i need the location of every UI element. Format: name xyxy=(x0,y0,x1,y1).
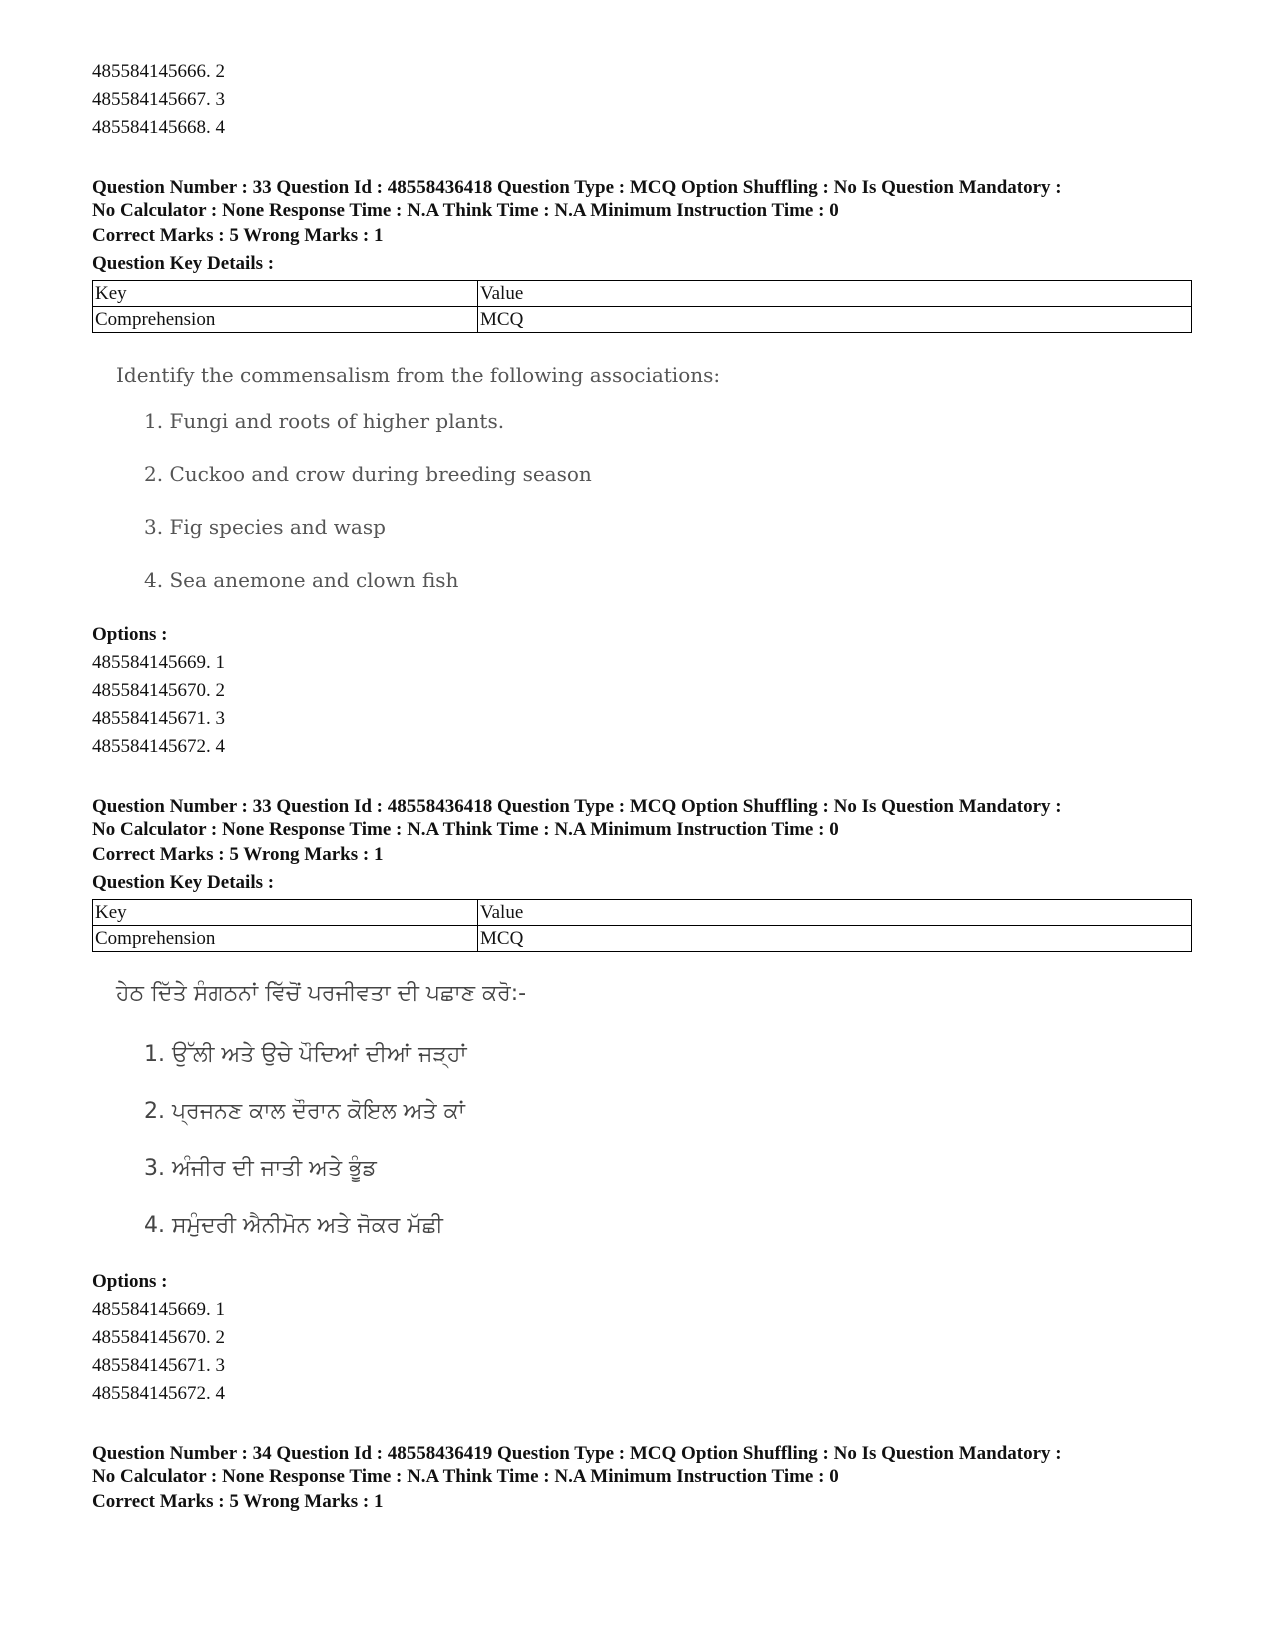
table-header-value: Value xyxy=(478,281,1192,307)
question-meta-line-1: Question Number : 33 Question Id : 48558436418 Question Type : MCQ Option Shuffling : No Is Question Mandatory : xyxy=(92,796,1062,817)
question-block-punjabi xyxy=(92,795,1192,1408)
table-cell-value: MCQ xyxy=(478,307,1192,333)
option-item: 485584145671. 3 xyxy=(92,708,225,729)
question-item: 3. Fig species and wasp xyxy=(144,515,386,539)
previous-options-list xyxy=(92,58,1192,142)
document-page xyxy=(92,58,1192,1516)
table-cell-value: MCQ xyxy=(478,926,1192,952)
table-header-key: Key xyxy=(93,900,478,926)
question-block-next xyxy=(92,1442,1192,1516)
question-item: 4. Sea anemone and clown fish xyxy=(144,568,459,592)
question-image xyxy=(116,974,1192,1254)
option-item: 485584145672. 4 xyxy=(92,1383,225,1404)
option-item: 485584145669. 1 xyxy=(92,1299,225,1320)
key-details-label: Question Key Details : xyxy=(92,253,275,274)
marks-line: Correct Marks : 5 Wrong Marks : 1 xyxy=(92,844,384,865)
option-item: 485584145669. 1 xyxy=(92,652,225,673)
question-meta-line-1: Question Number : 34 Question Id : 48558436419 Question Type : MCQ Option Shuffling : No Is Question Mandatory : xyxy=(92,1443,1062,1464)
question-item: 2. Cuckoo and crow during breeding season xyxy=(144,462,592,486)
options-label: Options : xyxy=(92,1271,168,1292)
option-item: 485584145671. 3 xyxy=(92,1355,225,1376)
question-item: 3. ਅੰਜੀਰ ਦੀ ਜਾਤੀ ਅਤੇ ਭੂੰਡ xyxy=(144,1156,377,1181)
option-item: 485584145670. 2 xyxy=(92,1327,225,1348)
question-meta-line-1: Question Number : 33 Question Id : 48558436418 Question Type : MCQ Option Shuffling : No Is Question Mandatory : xyxy=(92,177,1062,198)
table-header-value: Value xyxy=(478,900,1192,926)
question-meta-line-2: No Calculator : None Response Time : N.A Think Time : N.A Minimum Instruction Time : 0 xyxy=(92,1466,839,1487)
question-stem: Identify the commensalism from the following associations: xyxy=(116,363,721,387)
option-item: 485584145667. 3 xyxy=(92,89,225,110)
question-key-table xyxy=(92,899,1192,952)
marks-line: Correct Marks : 5 Wrong Marks : 1 xyxy=(92,225,384,246)
question-item: 4. ਸਮੁੰਦਰੀ ਐਨੀਮੋਨ ਅਤੇ ਜੋਕਰ ਮੱਛੀ xyxy=(144,1213,443,1238)
question-item: 1. ਉੱਲੀ ਅਤੇ ਉਚੇ ਪੌਦਿਆਂ ਦੀਆਂ ਜੜ੍ਹਾਂ xyxy=(144,1042,467,1067)
key-details-label: Question Key Details : xyxy=(92,872,275,893)
option-item: 485584145670. 2 xyxy=(92,680,225,701)
option-item: 485584145672. 4 xyxy=(92,736,225,757)
table-cell-key: Comprehension xyxy=(93,926,478,952)
question-item: 1. Fungi and roots of higher plants. xyxy=(144,409,505,433)
option-item: 485584145666. 2 xyxy=(92,61,225,82)
question-meta-line-2: No Calculator : None Response Time : N.A Think Time : N.A Minimum Instruction Time : 0 xyxy=(92,200,839,221)
table-header-key: Key xyxy=(93,281,478,307)
options-label: Options : xyxy=(92,624,168,645)
question-block-english xyxy=(92,176,1192,761)
option-item: 485584145668. 4 xyxy=(92,117,225,138)
question-key-table xyxy=(92,280,1192,333)
question-meta-line-2: No Calculator : None Response Time : N.A Think Time : N.A Minimum Instruction Time : 0 xyxy=(92,819,839,840)
question-image xyxy=(116,355,1192,607)
marks-line: Correct Marks : 5 Wrong Marks : 1 xyxy=(92,1491,384,1512)
question-item: 2. ਪ੍ਰਜਨਣ ਕਾਲ ਦੌਰਾਨ ਕੋਇਲ ਅਤੇ ਕਾਂ xyxy=(144,1099,465,1124)
question-stem: ਹੇਠ ਦਿੱਤੇ ਸੰਗਠਨਾਂ ਵਿੱਚੋਂ ਪਰਜੀਵਤਾ ਦੀ ਪਛਾਣ ਕਰੋ:- xyxy=(116,981,527,1006)
table-cell-key: Comprehension xyxy=(93,307,478,333)
